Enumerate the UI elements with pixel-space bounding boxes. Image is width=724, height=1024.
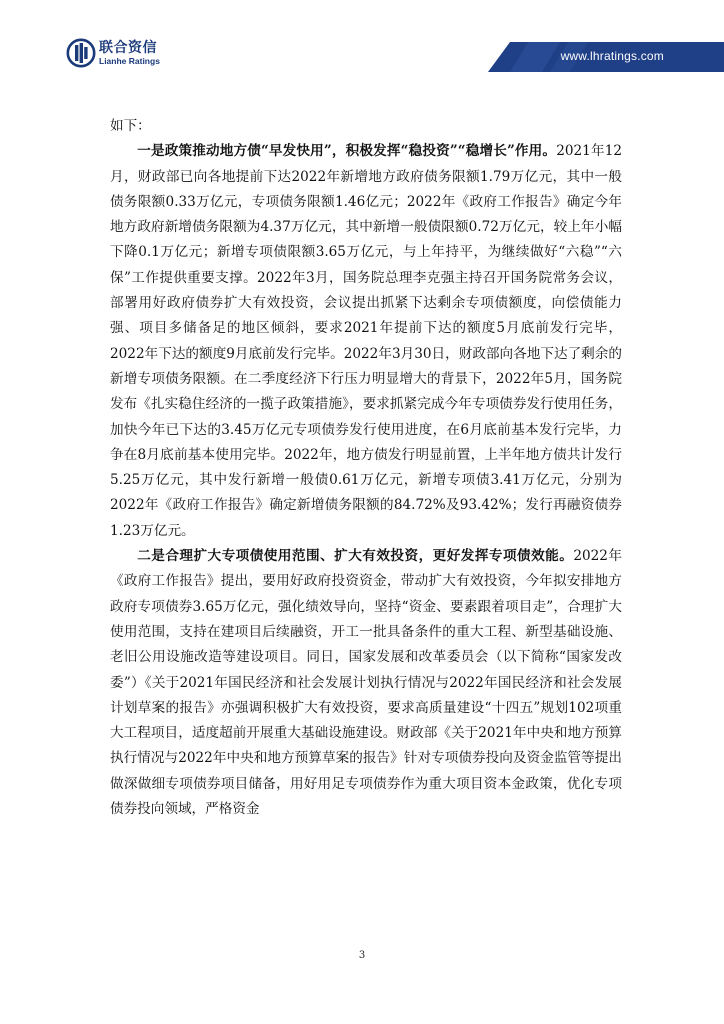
page-number: 3 — [358, 950, 366, 961]
document-body — [110, 114, 622, 822]
paragraph-policy — [110, 139, 622, 544]
logo-text — [99, 41, 160, 66]
website-url[interactable]: www.lhratings.com — [560, 49, 664, 63]
paragraph-investment — [110, 544, 622, 822]
intro-paragraph: 如下： — [110, 118, 151, 134]
logo-mark-icon — [66, 38, 96, 68]
paragraph-investment-text: 2022年《政府工作报告》提出，要用好政府投资资金，带动扩大有效投资，今年拟安排地方政府专项债券3.65万亿元，强化绩效导向，坚持“资金、要素跟着项目走”，合理扩大使用范围，支持在建项目后续融资，开工一批具备条件的重大工程、新型基础设施、老旧公用设施改造等建设项目。同日，国家发展和改革委员会（以下简称“国家发改委”）《关于2021年国民经济和社会发展计划执行情况与2022年国民经济和社会发展计划草案的报告》亦强调积极扩大有效投资，要求高质量建设“十四五”规划102项重大工程项目，适度超前开展重大基础设施建设。财政部《关于2021年中央和地方预算执行情况与2022年中央和地方预算草案的报告》针对专项债券投向及资金监管等提出做深做细专项债券项目储备，用好用足专项债券作为重大项目资本金政策，优化专项债券投向领域，严格资金 — [110, 548, 622, 818]
page-header — [0, 0, 724, 80]
paragraph-policy-text: 2021年12月，财政部已向各地提前下达2022年新增地方政府债务限额1.79万亿元，其中一般债务限额0.33万亿元，专项债务限额1.46亿元；2022年《政府工作报告》确定今年地方政府新增债务限额为4.37万亿元，其中新增一般债限额0.72万亿元，较上年小幅下降0.1万亿元；新增专项债限额3.65万亿元，与上年持平，为继续做好“六稳”“六保”工作提供重要支撑。2022年3月，国务院总理李克强主持召开国务院常务会议，部署用好政府债券扩大有效投资，会议提出抓紧下达剩余专项债额度，向偿债能力强、项目多储备足的地区倾斜，要求2021年提前下达的额度5月底前发行完毕，2022年下达的额度9月底前发行完毕。2022年3月30日，财政部向各地下达了剩余的新增专项债务限额。在二季度经济下行压力明显增大的背景下，2022年5月，国务院发布《扎实稳住经济的一揽子政策措施》，要求抓紧完成今年专项债券发行使用任务，加快今年已下达的3.45万亿元专项债券发行使用进度，在6月底前基本发行完毕，力争在8月底前基本使用完毕。2022年，地方债发行明显前置，上半年地方债共计发行5.25万亿元，其中发行新增一般债0.61万亿元，新增专项债3.41万亿元，分别为2022年《政府工作报告》确定新增债务限额的84.72%及93.42%；发行再融资债券1.23万亿元。 — [110, 143, 622, 539]
company-logo — [66, 38, 160, 68]
logo-english-name: Lianhe Ratings — [99, 55, 160, 66]
paragraph-investment-heading: 二是合理扩大专项债使用范围、扩大有效投资，更好发挥专项债效能。 — [137, 548, 574, 565]
logo-chinese-name: 联合资信 — [99, 39, 157, 56]
paragraph-policy-heading: 一是政策推动地方债“早发快用”，积极发挥“稳投资”“稳增长”作用。 — [137, 143, 557, 160]
